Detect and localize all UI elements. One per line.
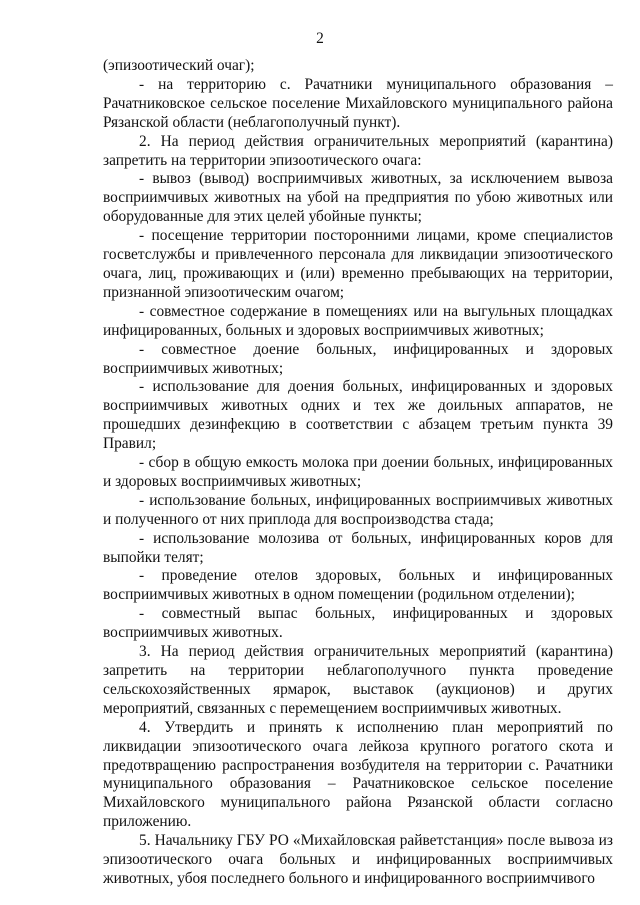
paragraph: - вывоз (вывод) восприимчивых животных, за исключением вывоза восприимчивых животных на убой на предприятия по убою животных или оборудованные для этих целей убойные пункты;	[103, 170, 613, 226]
paragraph: - использование для доения больных, инфицированных и здоровых восприимчивых животных одних и тех же доильных аппаратов, не прошедших дезинфекцию в соответствии с абзацем третьим пункта 39 Правил;	[103, 378, 613, 453]
paragraph: (эпизоотический очаг);	[103, 57, 255, 74]
paragraph: - совместный выпас больных, инфицированных и здоровых восприимчивых животных.	[103, 605, 613, 642]
document-body	[103, 57, 613, 889]
paragraph: 4. Утвердить и принять к исполнению план мероприятий по ликвидации эпизоотического очага лейкоза крупного рогатого скота и предотвращению распространения возбудителя на территории с. Рачатники муниципального образования – Рачатниковское сельское поселение Михайловского муниципального района Рязанской области согласно приложению.	[103, 718, 613, 831]
page-number: 2	[316, 30, 324, 47]
paragraph: - проведение отелов здоровых, больных и инфицированных восприимчивых животных в одном помещении (родильном отделении);	[103, 567, 613, 604]
paragraph: - сбор в общую емкость молока при доении больных, инфицированных и здоровых восприимчивых животных;	[103, 454, 613, 490]
paragraph: - совместное доение больных, инфицированных и здоровых восприимчивых животных;	[103, 340, 613, 377]
paragraph: - посещение территории посторонними лицами, кроме специалистов госветслужбы и привлеченного персонала для ликвидации эпизоотического очага, лиц, проживающих и (или) временно пребывающих на территории, признанной эпизоотическим очагом;	[103, 227, 613, 301]
paragraph: - на территорию с. Рачатники муниципального образования – Рачатниковское сельское поселение Михайловского муниципального района Рязанской области (неблагополучный пункт).	[103, 75, 613, 131]
paragraph: 2. На период действия ограничительных мероприятий (карантина) запретить на территории эпизоотического очага:	[103, 132, 613, 169]
paragraph: - использование больных, инфицированных восприимчивых животных и полученного от них приплода для воспроизводства стада;	[103, 491, 613, 528]
paragraph: - совместное содержание в помещениях или на выгульных площадках инфицированных, больных и здоровых восприимчивых животных;	[103, 302, 613, 339]
paragraph: 3. На период действия ограничительных мероприятий (карантина) запретить на территории неблагополучного пункта проведение сельскохозяйственных ярмарок, выставок (аукционов) и других мероприятий, связанных с перемещением восприимчивых животных.	[103, 643, 613, 717]
paragraph: 5. Начальнику ГБУ РО «Михайловская райветстанция» после вывоза из эпизоотического очага больных и инфицированных восприимчивых животных, убоя последнего больного и инфицированного восприимчивого	[103, 832, 613, 887]
paragraph: - использование молозива от больных, инфицированных коров для выпойки телят;	[103, 529, 613, 566]
